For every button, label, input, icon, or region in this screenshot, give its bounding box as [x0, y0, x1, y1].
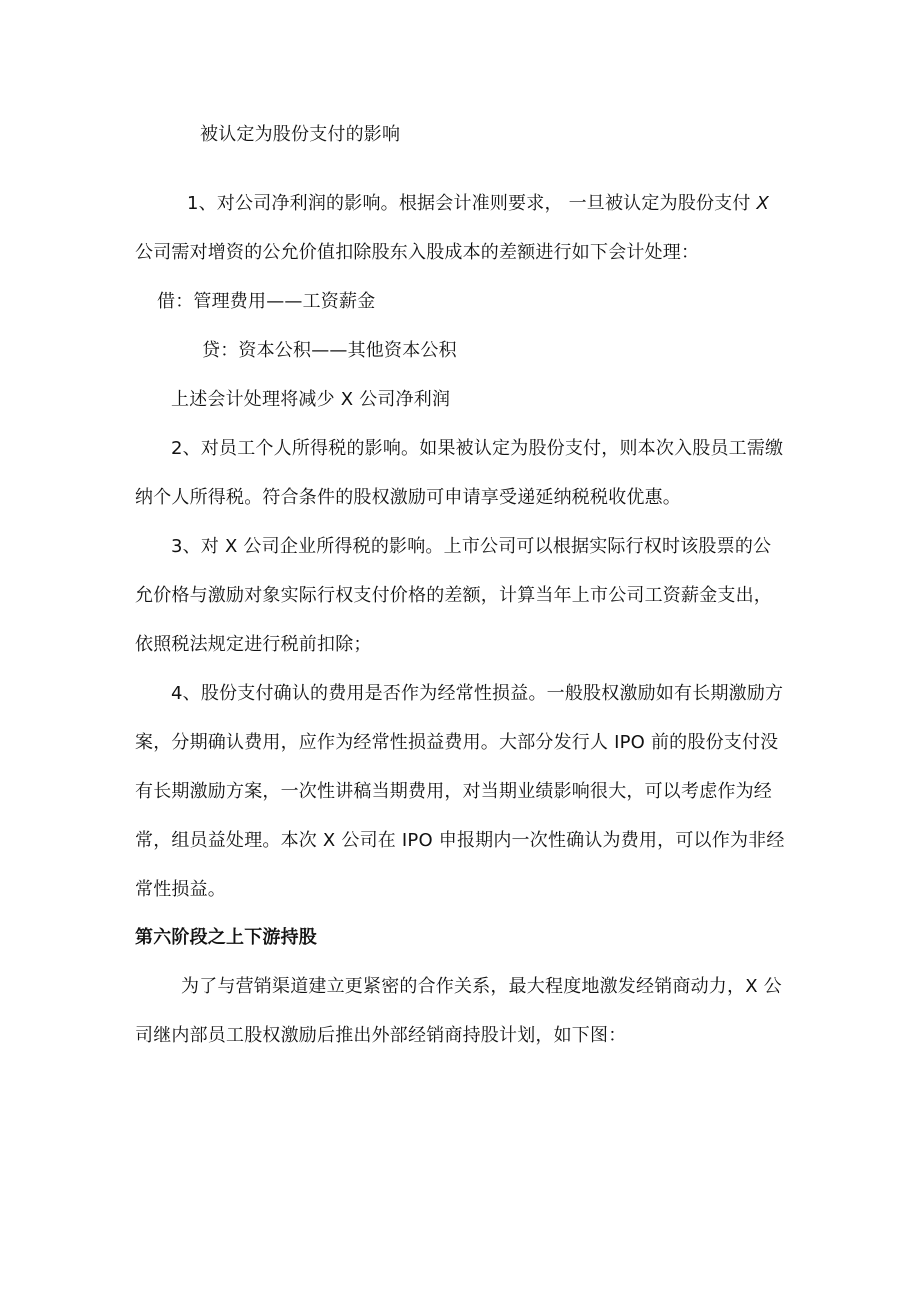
paragraph-4-line-2: 案，分期确认费用，应作为经常性损益费用。大部分发行人 IPO 前的股份支付没: [135, 732, 779, 753]
paragraph-3-line-1: 3、对 X 公司企业所得税的影响。上市公司可以根据实际行权时该股票的公: [171, 536, 772, 557]
paragraph-2-line-1: 2、对员工个人所得税的影响。如果被认定为股份支付，则本次入股员工需缴: [171, 438, 784, 459]
paragraph-1-line-2: 公司需对增资的公允价值扣除股东入股成本的差额进行如下会计处理：: [135, 242, 700, 263]
paragraph-5-line-1: 为了与营销渠道建立更紧密的合作关系，最大程度地激发经销商动力，X 公: [181, 976, 782, 997]
paragraph-4-line-1: 4、股份支付确认的费用是否作为经常性损益。一般股权激励如有长期激励方: [171, 683, 784, 704]
paragraph-3-line-3: 依照税法规定进行税前扣除；: [135, 634, 372, 655]
paragraph-1-x-mark: X: [756, 193, 770, 214]
paragraph-4-line-5: 常性损益。: [135, 879, 226, 900]
paragraph-1-line-1: [187, 191, 769, 217]
paragraph-3-line-2: 允价格与激励对象实际行权支付价格的差额，计算当年上市公司工资薪金支出，: [135, 585, 772, 606]
paragraph-5-line-2: 司继内部员工股权激励后推出外部经销商持股计划，如下图：: [135, 1025, 627, 1046]
debit-entry: 借：管理费用——工资薪金: [157, 291, 376, 312]
credit-entry: 贷：资本公积——其他资本公积: [202, 340, 457, 361]
paragraph-2-line-2: 纳个人所得税。符合条件的股权激励可申请享受递延纳税税收优惠。: [135, 487, 681, 508]
paragraph-1-text: 1、对公司净利润的影响。根据会计准则要求， 一旦被认定为股份支付: [187, 193, 751, 214]
paragraph-4-line-3: 有长期激励方案，一次性讲稿当期费用，对当期业绩影响很大，可以考虑作为经: [135, 781, 772, 802]
section-title: 被认定为股份支付的影响: [200, 124, 401, 145]
paragraph-4-line-4: 常，组员益处理。本次 X 公司在 IPO 申报期内一次性确认为费用，可以作为非经: [135, 830, 785, 851]
section-heading: 第六阶段之上下游持股: [135, 927, 317, 948]
net-profit-note: 上述会计处理将减少 X 公司净利润: [171, 389, 451, 410]
